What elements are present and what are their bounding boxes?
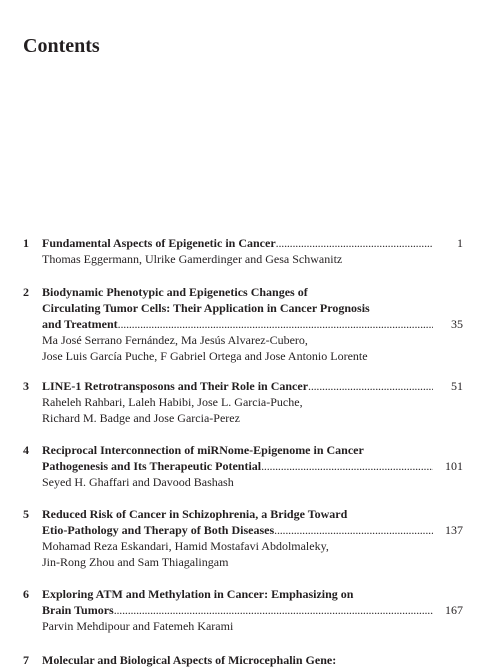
- dot-leader: [118, 316, 433, 332]
- chapter-authors: Raheleh Rahbari, Laleh Habibi, Jose L. Garcia-Puche,: [42, 395, 303, 409]
- toc-entry[interactable]: [23, 235, 463, 267]
- chapter-number: 2: [23, 285, 29, 299]
- toc-entry[interactable]: [23, 586, 463, 634]
- dot-leader: [308, 378, 433, 394]
- chapter-authors: Ma José Serrano Fernández, Ma Jesús Alvarez-Cubero,: [42, 333, 308, 347]
- chapter-title-line: Pathogenesis and Its Therapeutic Potential: [42, 459, 262, 473]
- chapter-number: 6: [23, 587, 29, 601]
- toc-entry[interactable]: [23, 652, 463, 668]
- chapter-authors: Mohamad Reza Eskandari, Hamid Mostafavi Abdolmaleky,: [42, 539, 329, 553]
- chapter-title-line: Reciprocal Interconnection of miRNome-Epigenome in Cancer: [42, 443, 364, 457]
- chapter-authors: Jin-Rong Zhou and Sam Thiagalingam: [42, 555, 229, 569]
- page-number: 137: [445, 523, 463, 537]
- dot-leader: [261, 458, 433, 474]
- dot-leader: [274, 522, 433, 538]
- chapter-title-line: Exploring ATM and Methylation in Cancer: Emphasizing on: [42, 587, 354, 601]
- page-number: 35: [451, 317, 463, 331]
- page-number: 167: [445, 603, 463, 617]
- page-number: 51: [451, 379, 463, 393]
- chapter-title-line: Fundamental Aspects of Epigenetic in Cancer: [42, 236, 276, 250]
- chapter-title-line: Etio-Pathology and Therapy of Both Diseases: [42, 523, 275, 537]
- chapter-title-line: Biodynamic Phenotypic and Epigenetics Changes of: [42, 285, 308, 299]
- chapter-number: 4: [23, 443, 29, 457]
- page-number: 101: [445, 459, 463, 473]
- chapter-authors: Seyed H. Ghaffari and Davood Bashash: [42, 475, 234, 489]
- chapter-title-line: Molecular and Biological Aspects of Microcephalin Gene:: [42, 653, 337, 667]
- chapter-number: 5: [23, 507, 29, 521]
- chapter-number: 1: [23, 236, 29, 250]
- chapter-number: 3: [23, 379, 29, 393]
- chapter-title-line: Reduced Risk of Cancer in Schizophrenia, a Bridge Toward: [42, 507, 348, 521]
- chapter-title-line: Circulating Tumor Cells: Their Application in Cancer Prognosis: [42, 301, 370, 315]
- chapter-title-line: LINE-1 Retrotransposons and Their Role in Cancer: [42, 379, 309, 393]
- contents-heading: Contents: [23, 35, 100, 57]
- toc-entry[interactable]: [23, 442, 463, 490]
- page-number: 1: [457, 236, 463, 250]
- dot-leader: [276, 235, 433, 251]
- chapter-authors: Parvin Mehdipour and Fatemeh Karami: [42, 619, 234, 633]
- chapter-authors: Thomas Eggermann, Ulrike Gamerdinger and Gesa Schwanitz: [42, 252, 343, 266]
- chapter-authors: Jose Luis García Puche, F Gabriel Ortega and Jose Antonio Lorente: [42, 349, 368, 363]
- chapter-title-line: Brain Tumors: [42, 603, 114, 617]
- chapter-authors: Richard M. Badge and Jose Garcia-Perez: [42, 411, 240, 425]
- dot-leader: [114, 602, 433, 618]
- chapter-number: 7: [23, 653, 29, 667]
- chapter-title-line: and Treatment: [42, 317, 118, 331]
- toc-entry[interactable]: [23, 378, 463, 426]
- toc-entry[interactable]: [23, 506, 463, 570]
- toc-entry[interactable]: [23, 284, 463, 364]
